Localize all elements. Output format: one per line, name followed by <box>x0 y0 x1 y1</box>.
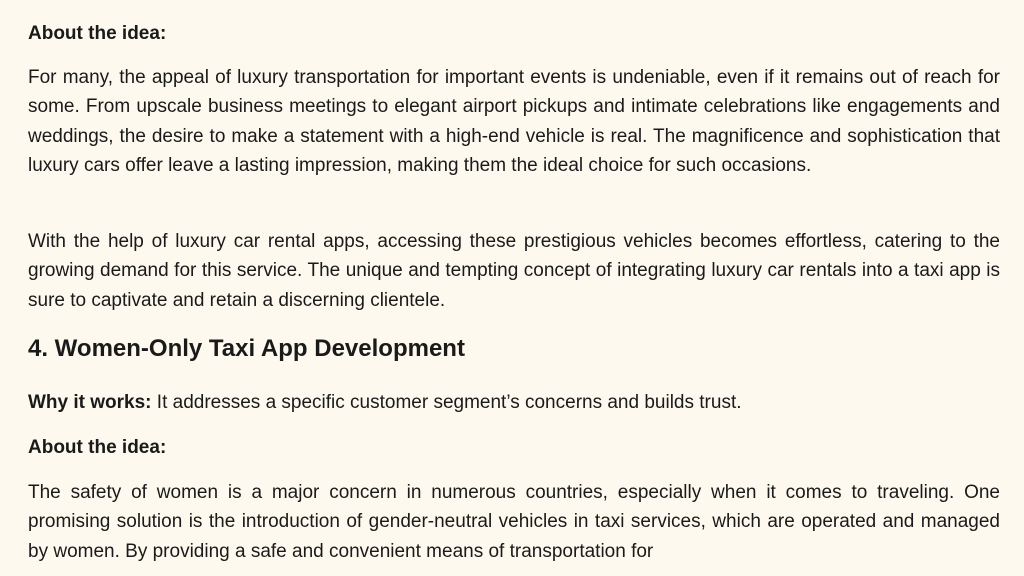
section-heading: 4. Women-Only Taxi App Development <box>28 335 465 362</box>
why-it-works-label: Why it works: <box>28 392 152 413</box>
about-idea-label: About the idea: <box>28 23 167 44</box>
about-idea-label-2: About the idea: <box>28 437 167 458</box>
luxury-paragraph-1: For many, the appeal of luxury transportation for important events is undeniable, even if it remains out of reach for some. From upscale business meetings to elegant airport pickups and intimate celebrations like engagements and weddings, the desire to make a statement with a high-end vehicle is real. The magnificence and sophistication that luxury cars offer leave a lasting impression, making them the ideal choice for such occasions. <box>28 67 1000 176</box>
why-it-works-line <box>28 392 742 414</box>
women-taxi-paragraph: The safety of women is a major concern in numerous countries, especially when it comes to traveling. One promising solution is the introduction of gender-neutral vehicles in taxi services, which are operated and managed by women. By providing a safe and convenient means of transportation for <box>28 482 1000 562</box>
why-it-works-text: It addresses a specific customer segment’s concerns and builds trust. <box>151 392 742 413</box>
luxury-paragraph-2: With the help of luxury car rental apps, accessing these prestigious vehicles becomes effortless, catering to the growing demand for this service. The unique and tempting concept of integrating luxury car rentals into a taxi app is sure to captivate and retain a discerning clientele. <box>28 231 1000 311</box>
